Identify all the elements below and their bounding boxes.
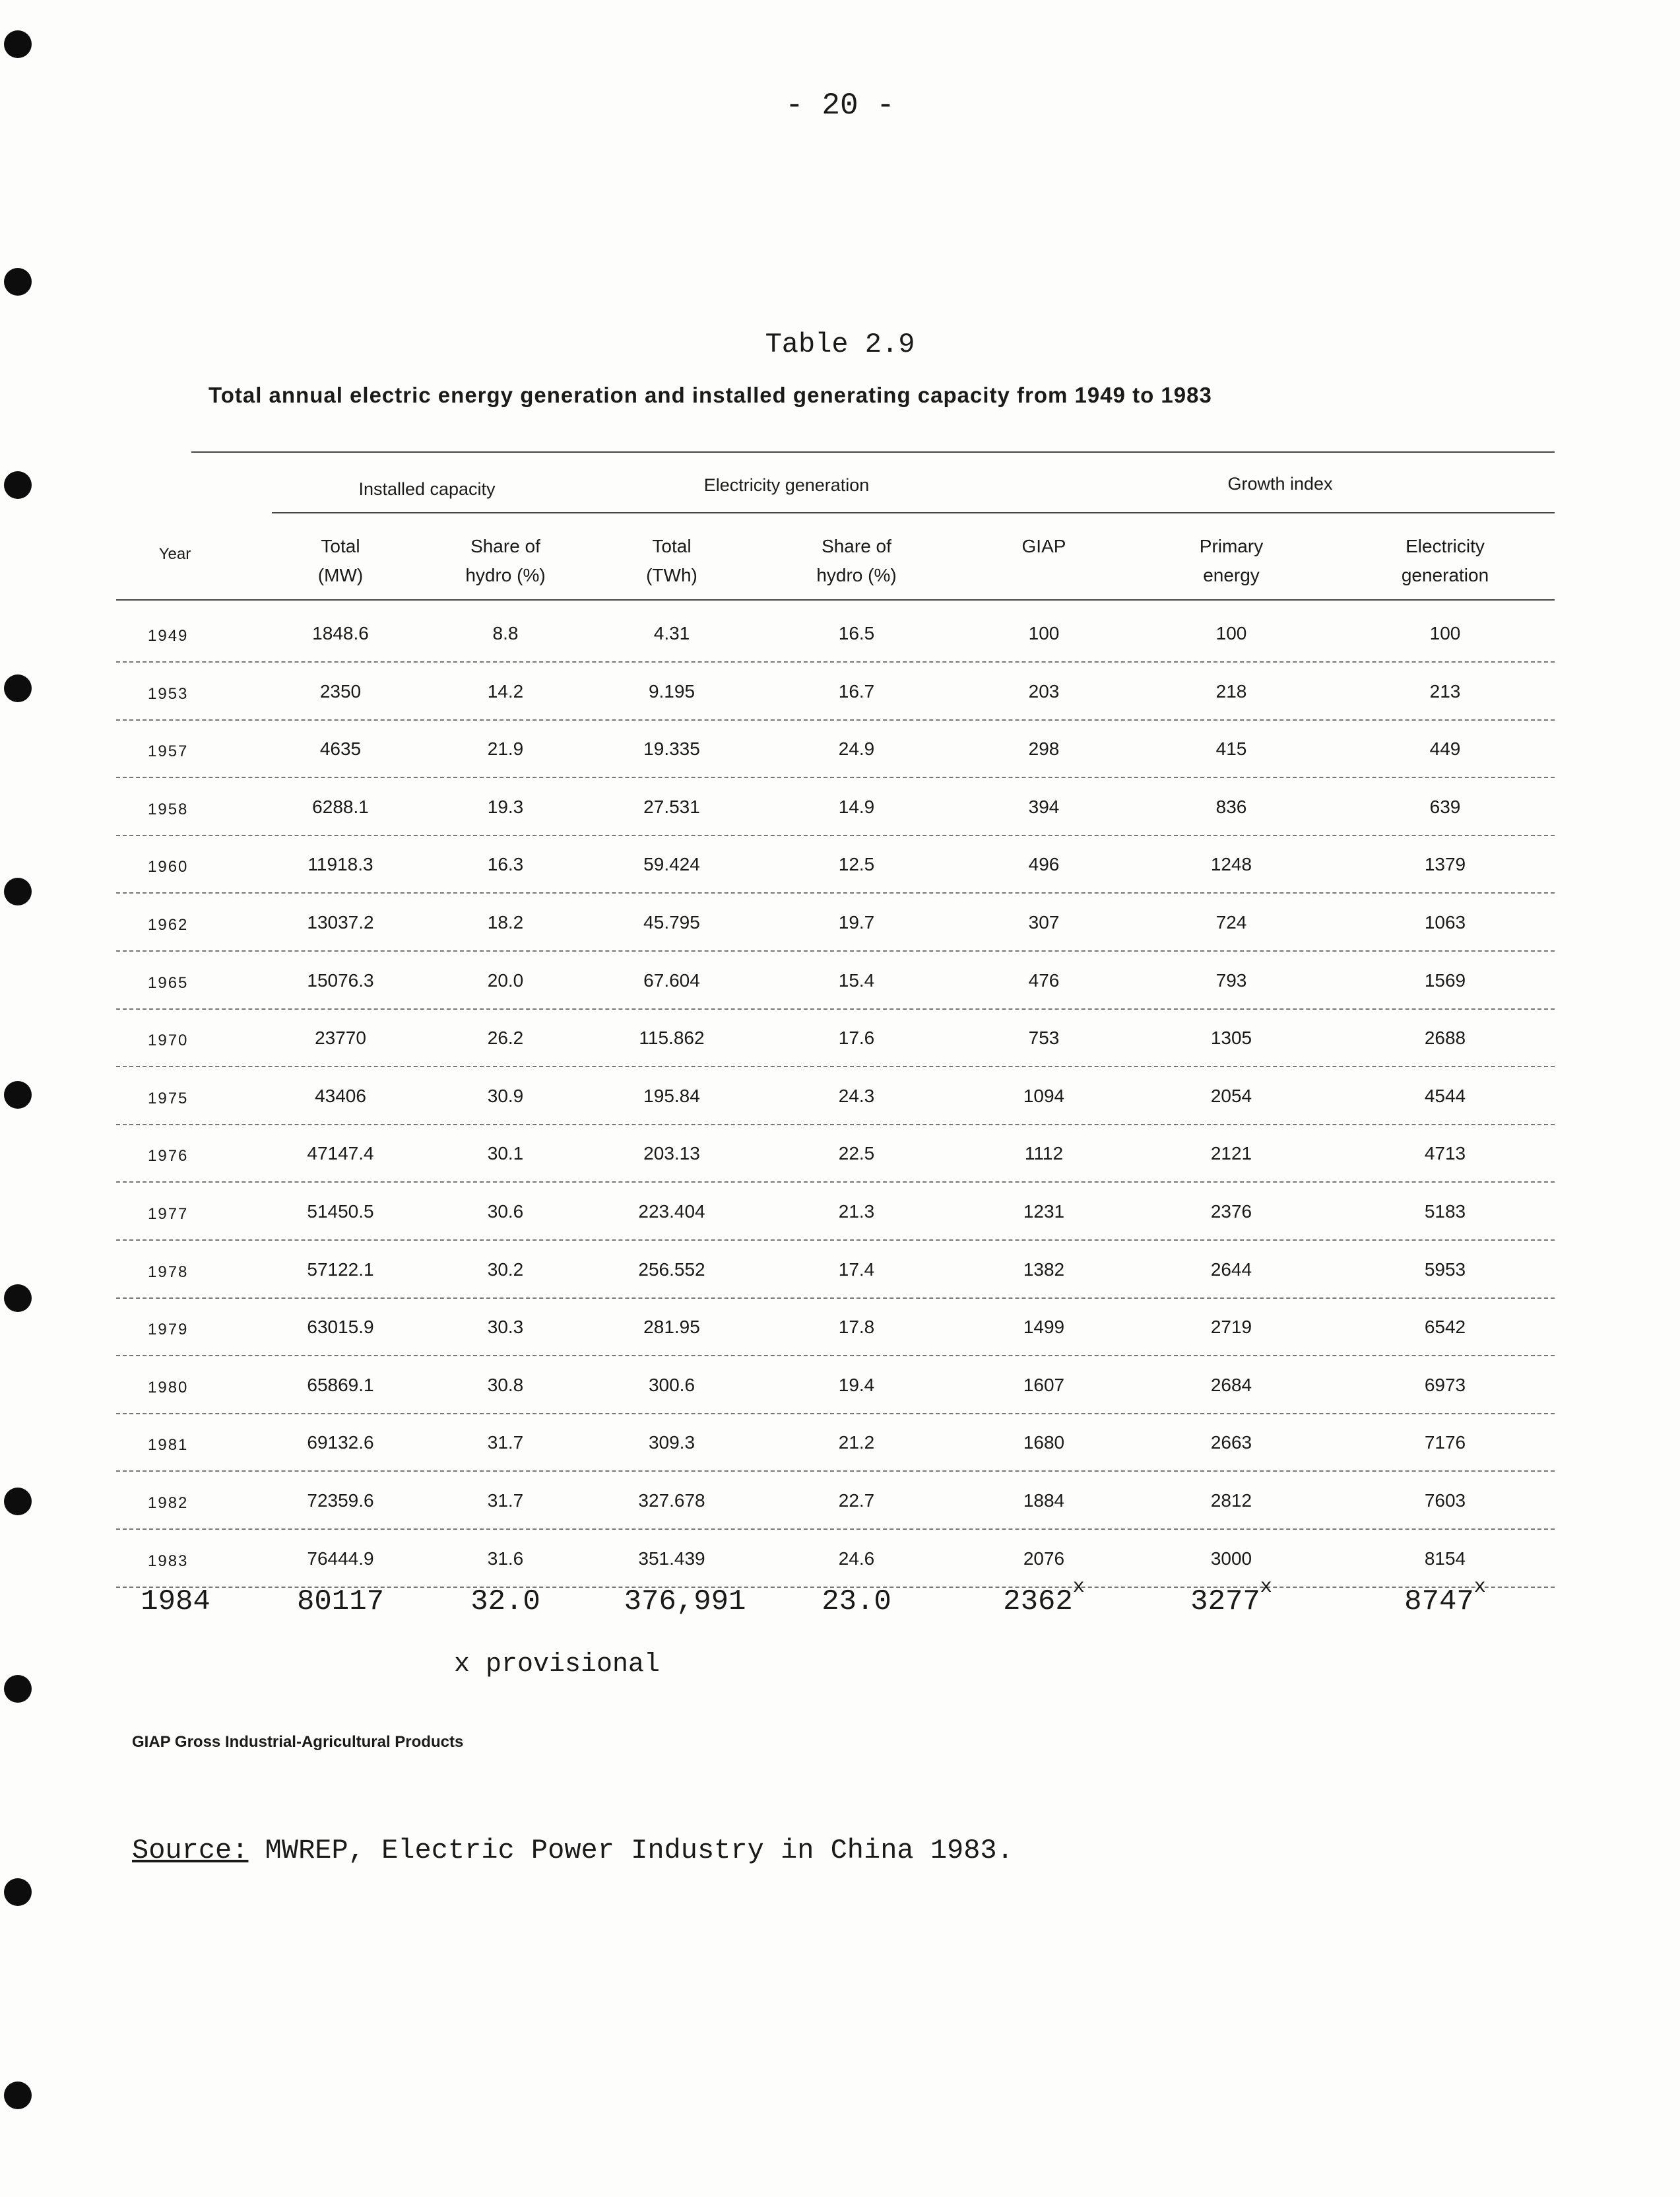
cell-primary: 3000	[1210, 1548, 1252, 1569]
cell-gen-hydro: 24.6	[838, 1548, 875, 1569]
cell-year: 1980	[148, 1378, 189, 1396]
row-separator	[116, 1528, 1555, 1530]
cell-primary: 1305	[1210, 1028, 1252, 1049]
cell-year: 1962	[148, 916, 189, 934]
cell-giap: 496	[1028, 854, 1060, 875]
cell-year: 1949	[148, 627, 189, 645]
cell-primary: 2684	[1210, 1374, 1252, 1395]
giap-footnote: GIAP Gross Industrial-Agricultural Products	[132, 1733, 464, 1751]
cell-cap-hydro: 30.1	[487, 1143, 524, 1164]
cell-gen-total: 327.678	[638, 1490, 705, 1511]
row-1984-cap-total: 80117	[296, 1585, 385, 1618]
cell-primary: 2644	[1210, 1259, 1252, 1280]
cell-gen-total: 67.604	[643, 969, 700, 991]
col-electricity-generation	[1373, 532, 1518, 590]
cell-year: 1976	[148, 1147, 189, 1165]
cell-giap: 2076	[1023, 1548, 1065, 1569]
cell-cap-hydro: 14.2	[487, 680, 524, 702]
cell-giap: 1607	[1023, 1374, 1065, 1395]
cell-gen-hydro: 17.8	[838, 1317, 875, 1338]
binder-hole	[4, 674, 32, 702]
cell-primary: 1248	[1210, 854, 1252, 875]
cell-gen-total: 223.404	[638, 1201, 705, 1222]
cell-gen-total: 300.6	[648, 1374, 695, 1395]
cell-gen-hydro: 17.4	[838, 1259, 875, 1280]
cell-cap-total: 43406	[315, 1085, 366, 1106]
cell-gen-hydro: 22.7	[838, 1490, 875, 1511]
cell-gen-total: 19.335	[643, 738, 700, 760]
group-growth-index: Growth index	[1227, 474, 1333, 494]
cell-cap-hydro: 31.7	[487, 1432, 524, 1453]
row-1984-gen-hydro: 23.0	[822, 1585, 891, 1618]
provisional-note: x provisional	[454, 1650, 661, 1680]
row-1984-primary	[1159, 1576, 1304, 1618]
cell-gen-hydro: 14.9	[838, 796, 875, 817]
row-1984-elec-value: 8747	[1404, 1585, 1474, 1618]
binder-hole	[4, 471, 32, 499]
binder-hole	[4, 1081, 32, 1109]
cell-elec: 4713	[1424, 1143, 1466, 1164]
cell-gen-hydro: 24.9	[838, 738, 875, 760]
binder-hole	[4, 30, 32, 58]
cell-gen-hydro: 21.2	[838, 1432, 875, 1453]
binder-hole	[4, 2082, 32, 2109]
col-cap-hydro	[433, 532, 578, 590]
cell-primary: 415	[1215, 738, 1247, 760]
header-bottom-rule	[116, 599, 1555, 601]
row-separator	[116, 1008, 1555, 1010]
cell-giap: 307	[1028, 912, 1060, 933]
provisional-mark: x	[1473, 1576, 1486, 1598]
cell-year: 1982	[148, 1494, 189, 1512]
cell-giap: 298	[1028, 738, 1060, 760]
cell-gen-hydro: 17.6	[838, 1028, 875, 1049]
cell-gen-hydro: 15.4	[838, 969, 875, 991]
cell-giap: 100	[1028, 623, 1060, 643]
row-separator	[116, 1297, 1555, 1299]
cell-gen-total: 115.862	[639, 1028, 705, 1049]
cell-giap: 1680	[1023, 1432, 1065, 1453]
cell-year: 1978	[148, 1262, 189, 1281]
cell-cap-total: 2350	[319, 680, 362, 702]
col-giap-line1: GIAP	[1021, 536, 1066, 556]
cell-cap-total: 76444.9	[307, 1548, 374, 1569]
cell-elec: 8154	[1424, 1548, 1466, 1569]
source-label: Source:	[132, 1835, 249, 1866]
cell-gen-total: 309.3	[648, 1432, 695, 1453]
cell-giap: 1094	[1023, 1085, 1065, 1106]
col-primary-line1: Primary	[1199, 536, 1264, 556]
cell-year: 1970	[148, 1032, 189, 1050]
cell-primary: 2376	[1210, 1201, 1252, 1222]
col-elec-line2: generation	[1401, 565, 1489, 585]
cell-cap-hydro: 16.3	[487, 854, 524, 875]
row-1984-elec	[1373, 1576, 1518, 1618]
cell-giap: 1112	[1024, 1143, 1064, 1164]
cell-cap-total: 69132.6	[307, 1432, 374, 1453]
col-primary-energy	[1159, 532, 1304, 590]
cell-gen-hydro: 16.5	[838, 623, 875, 643]
cell-gen-hydro: 19.7	[838, 912, 875, 933]
table-label: Table 2.9	[765, 329, 915, 360]
cell-cap-total: 6288.1	[312, 796, 369, 817]
cell-primary: 836	[1215, 796, 1247, 817]
cell-cap-hydro: 19.3	[487, 796, 524, 817]
cell-cap-total: 23770	[315, 1028, 366, 1049]
source-line	[132, 1835, 1014, 1866]
cell-primary: 218	[1215, 680, 1247, 702]
cell-gen-total: 4.31	[653, 623, 690, 643]
col-cap-total-line1: Total	[321, 536, 360, 556]
col-giap	[971, 532, 1116, 561]
cell-giap: 1884	[1023, 1490, 1065, 1511]
cell-cap-total: 15076.3	[307, 969, 374, 991]
col-gen-total-line1: Total	[652, 536, 692, 556]
provisional-mark: x	[1072, 1576, 1085, 1598]
cell-gen-total: 9.195	[648, 680, 695, 702]
col-cap-hydro-line2: hydro (%)	[465, 565, 546, 585]
cell-primary: 793	[1215, 969, 1247, 991]
cell-elec: 5953	[1424, 1259, 1466, 1280]
row-1984-gen-total: 376,991	[624, 1585, 746, 1618]
row-separator	[116, 1066, 1555, 1067]
cell-elec: 6542	[1424, 1317, 1466, 1338]
cell-cap-hydro: 31.6	[487, 1548, 524, 1569]
cell-cap-hydro: 30.3	[487, 1317, 524, 1338]
table-title: Total annual electric energy generation and installed generating capacity from 1949 to 1983	[209, 383, 1212, 407]
page-number: - 20 -	[785, 88, 895, 123]
cell-year: 1953	[148, 684, 189, 703]
row-separator	[116, 777, 1555, 778]
cell-year: 1960	[148, 858, 189, 876]
cell-elec: 213	[1429, 680, 1461, 702]
cell-gen-total: 256.552	[638, 1259, 705, 1280]
col-primary-line2: energy	[1203, 565, 1260, 585]
cell-gen-hydro: 22.5	[838, 1143, 875, 1164]
col-elec-line1: Electricity	[1405, 536, 1485, 556]
row-separator	[116, 1413, 1555, 1414]
cell-year: 1981	[148, 1436, 189, 1455]
binder-hole	[4, 1675, 32, 1703]
cell-gen-hydro: 12.5	[838, 854, 875, 875]
row-1984-year: 1984	[141, 1585, 210, 1618]
cell-gen-total: 195.84	[643, 1085, 700, 1106]
cell-elec: 7176	[1424, 1432, 1466, 1453]
cell-elec: 639	[1429, 796, 1461, 817]
cell-cap-total: 13037.2	[307, 912, 374, 933]
binder-hole	[4, 268, 32, 296]
cell-year: 1977	[148, 1205, 189, 1223]
row-1984-giap-value: 2362	[1003, 1585, 1073, 1618]
cell-elec: 2688	[1424, 1028, 1466, 1049]
cell-gen-hydro: 24.3	[838, 1085, 875, 1106]
cell-year: 1958	[148, 800, 189, 818]
cell-giap: 203	[1028, 680, 1060, 702]
row-separator	[116, 719, 1555, 721]
cell-primary: 2812	[1210, 1490, 1252, 1511]
cell-cap-total: 51450.5	[307, 1201, 374, 1222]
source-text: MWREP, Electric Power Industry in China 1983.	[265, 1835, 1014, 1866]
group-rule-generation	[608, 512, 965, 513]
col-gen-hydro	[784, 532, 929, 590]
cell-cap-hydro: 26.2	[487, 1028, 524, 1049]
row-1984-giap	[971, 1576, 1116, 1618]
provisional-mark: x	[1260, 1576, 1272, 1598]
cell-giap: 394	[1028, 796, 1060, 817]
row-1984-cap-hydro: 32.0	[470, 1585, 540, 1618]
cell-primary: 2054	[1210, 1085, 1252, 1106]
cell-cap-hydro: 30.9	[487, 1085, 524, 1106]
row-separator	[116, 950, 1555, 952]
cell-cap-hydro: 21.9	[487, 738, 524, 760]
cell-cap-total: 72359.6	[307, 1490, 374, 1511]
cell-cap-hydro: 30.6	[487, 1201, 524, 1222]
cell-cap-hydro: 30.8	[487, 1374, 524, 1395]
cell-elec: 1063	[1424, 912, 1466, 933]
cell-cap-total: 47147.4	[307, 1143, 374, 1164]
binder-hole	[4, 1284, 32, 1312]
cell-primary: 100	[1215, 623, 1247, 643]
cell-elec: 5183	[1424, 1201, 1466, 1222]
cell-cap-total: 11918.3	[307, 854, 373, 875]
col-gen-hydro-line2: hydro (%)	[816, 565, 897, 585]
row-separator	[116, 1355, 1555, 1356]
col-gen-hydro-line1: Share of	[822, 536, 891, 556]
row-separator	[116, 1181, 1555, 1183]
row-separator	[116, 835, 1555, 836]
cell-cap-total: 1848.6	[312, 623, 369, 643]
cell-year: 1979	[148, 1321, 189, 1339]
row-1984-primary-value: 3277	[1190, 1585, 1260, 1618]
col-cap-total-line2: (MW)	[317, 565, 364, 585]
cell-elec: 7603	[1424, 1490, 1466, 1511]
col-cap-hydro-line1: Share of	[470, 536, 540, 556]
row-separator	[116, 1239, 1555, 1241]
group-electricity-generation: Electricity generation	[703, 475, 870, 495]
cell-elec: 449	[1429, 738, 1461, 760]
binder-hole	[4, 1878, 32, 1906]
cell-elec: 4544	[1424, 1085, 1466, 1106]
cell-giap: 1499	[1023, 1317, 1065, 1338]
group-rule-growth	[965, 512, 1555, 513]
cell-gen-hydro: 19.4	[838, 1374, 875, 1395]
col-gen-total-line2: (TWh)	[646, 565, 697, 585]
cell-gen-total: 281.95	[643, 1317, 700, 1338]
cell-elec: 1379	[1424, 854, 1466, 875]
group-installed-capacity: Installed capacity	[358, 479, 496, 499]
binder-hole	[4, 878, 32, 905]
cell-elec: 1569	[1424, 969, 1466, 991]
cell-gen-hydro: 16.7	[838, 680, 875, 702]
col-gen-total	[599, 532, 744, 590]
row-separator	[116, 892, 1555, 894]
cell-elec: 100	[1429, 623, 1461, 643]
cell-cap-total: 4635	[319, 738, 362, 760]
cell-giap: 1231	[1023, 1201, 1065, 1222]
cell-giap: 1382	[1023, 1259, 1065, 1280]
col-cap-total	[268, 532, 413, 590]
cell-gen-hydro: 21.3	[838, 1201, 875, 1222]
binder-hole	[4, 1488, 32, 1515]
cell-cap-hydro: 8.8	[492, 623, 519, 643]
table-top-rule	[191, 451, 1555, 453]
cell-cap-hydro: 20.0	[487, 969, 524, 991]
cell-year: 1957	[148, 742, 189, 761]
col-year: Year	[158, 545, 191, 563]
cell-year: 1975	[148, 1089, 189, 1107]
cell-elec: 6973	[1424, 1374, 1466, 1395]
cell-giap: 753	[1028, 1028, 1060, 1049]
cell-cap-total: 57122.1	[307, 1259, 374, 1280]
cell-gen-total: 59.424	[643, 854, 700, 875]
row-separator	[116, 1470, 1555, 1472]
cell-cap-hydro: 31.7	[487, 1490, 524, 1511]
row-separator	[116, 1124, 1555, 1125]
cell-cap-hydro: 18.2	[487, 912, 524, 933]
cell-primary: 2663	[1210, 1432, 1252, 1453]
cell-giap: 476	[1028, 969, 1060, 991]
cell-year: 1965	[148, 973, 189, 992]
group-rule-installed	[272, 512, 608, 513]
cell-primary: 2719	[1210, 1317, 1252, 1338]
cell-gen-total: 203.13	[643, 1143, 700, 1164]
cell-gen-total: 45.795	[643, 912, 700, 933]
row-separator	[116, 661, 1555, 663]
cell-gen-total: 27.531	[643, 796, 700, 817]
cell-cap-total: 65869.1	[307, 1374, 374, 1395]
cell-year: 1983	[148, 1552, 189, 1570]
cell-cap-hydro: 30.2	[487, 1259, 524, 1280]
cell-primary: 724	[1215, 912, 1247, 933]
cell-gen-total: 351.439	[638, 1548, 705, 1569]
cell-primary: 2121	[1210, 1143, 1252, 1164]
cell-cap-total: 63015.9	[307, 1317, 374, 1338]
